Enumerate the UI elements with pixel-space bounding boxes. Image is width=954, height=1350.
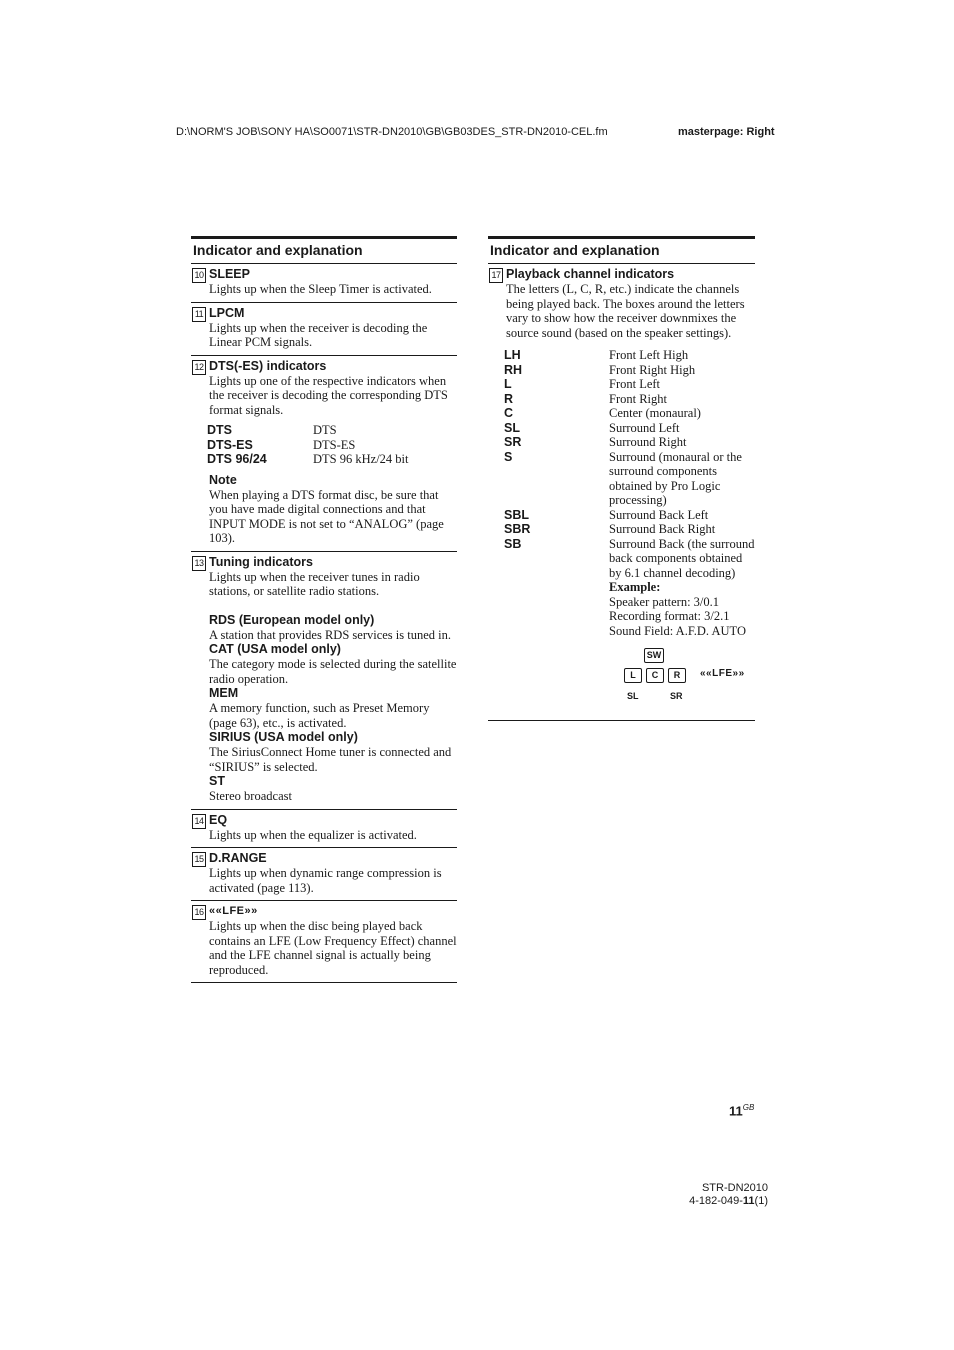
sirius-body: The SiriusConnect Home tuner is connected and “SIRIUS” is selected.	[209, 745, 452, 774]
table-row: S Surround (monaural or the surround components obtained by Pro Logic processing)	[504, 449, 742, 507]
table-row: C Center (monaural)	[504, 406, 701, 420]
right-column	[488, 236, 755, 721]
item-number: 13	[192, 556, 206, 571]
item-number: 17	[489, 268, 503, 283]
note-body: When playing a DTS format disc, be sure that you have made digital connections and that INPUT MODE is not set to “ANALOG” (page 103).	[209, 487, 444, 545]
item-number: 12	[192, 360, 206, 375]
lfe-icon: ««LFE»»	[700, 668, 745, 679]
note-title: Note	[209, 472, 237, 487]
channel-display-example	[506, 646, 755, 712]
page-number: $11^{GB}$	[729, 1103, 755, 1119]
channel-table	[504, 348, 755, 638]
item-number: 16	[192, 905, 206, 920]
mem-title: MEM	[209, 686, 239, 700]
table-row: DTS DTS	[207, 423, 337, 437]
masterpage-label: masterpage: Right	[678, 126, 775, 138]
item-number: 10	[192, 268, 206, 283]
l-indicator: L	[624, 668, 642, 683]
entry-lfe	[191, 901, 457, 983]
table-row: R Front Right	[504, 391, 667, 406]
example-line: Sound Field: A.F.D. AUTO	[609, 623, 746, 638]
table-row: SL Surround Left	[504, 420, 680, 435]
table-row: SBL Surround Back Left	[504, 507, 709, 522]
r-indicator: R	[668, 668, 686, 683]
file-path: D:\NORM'S JOB\SONY HA\SO0071\STR-DN2010\GB\GB03DES_STR-DN2010-CEL.fm	[176, 126, 608, 138]
lfe-icon: ««LFE»»	[209, 905, 258, 917]
sw-indicator: SW	[644, 648, 664, 663]
entry-drange	[191, 848, 457, 901]
example-line: Recording format: 3/2.1	[609, 609, 730, 623]
table-row: DTS 96/24 DTS 96 kHz/24 bit	[207, 452, 409, 466]
dts-table	[207, 423, 408, 467]
entry-title: SLEEP	[209, 267, 250, 281]
entry-tuning	[191, 552, 457, 810]
entry-eq	[191, 810, 457, 849]
table-row: L Front Left	[504, 377, 661, 391]
table-row: LH Front Left High	[504, 348, 689, 362]
c-indicator: C	[646, 668, 664, 683]
cat-body: The category mode is selected during the satellite radio operation.	[209, 657, 457, 686]
entry-title: Tuning indicators	[209, 554, 313, 569]
item-number: 15	[192, 852, 206, 867]
entry-title: EQ	[209, 812, 228, 827]
rds-body: A station that provides RDS services is tuned in.	[209, 627, 451, 642]
entry-title: DTS(-ES) indicators	[209, 358, 327, 373]
entry-dts	[191, 356, 457, 552]
table-row: SBR Surround Back Right	[504, 522, 716, 536]
st-body: Stereo broadcast	[209, 789, 292, 803]
st-title: ST	[209, 774, 225, 788]
right-column-title: Indicator and explanation	[488, 236, 755, 264]
table-row: SR Surround Right	[504, 435, 687, 449]
model-name: STR-DN2010	[701, 1182, 768, 1194]
item-number: 14	[192, 814, 206, 829]
table-row: DTS-ES DTS-ES	[207, 437, 356, 452]
entry-body: Lights up when the disc being played back contains an LFE (Low Frequency Effect) channel and the LFE channel signal is actually being reproduced.	[209, 919, 457, 977]
entry-body: Lights up one of the respective indicators when the receiver is decoding the corresponding DTS format signals.	[209, 373, 448, 417]
item-number: 11	[192, 307, 206, 322]
left-column-title: Indicator and explanation	[191, 236, 457, 264]
entry-body: Lights up when the Sleep Timer is activated.	[209, 282, 432, 296]
cat-title: CAT (USA model only)	[209, 642, 341, 656]
example-title: Example:	[609, 580, 661, 594]
footer-code	[686, 1182, 768, 1208]
sr-indicator: SR	[670, 691, 683, 701]
entry-body: The letters (L, C, R, etc.) indicate the channels being played back. The boxes around the letters vary to show how the receiver downmixes the source sound (based on the speaker settings).	[506, 282, 745, 340]
table-row: RH Front Right High	[504, 362, 696, 377]
entry-body: Lights up when the equalizer is activated.	[209, 827, 417, 842]
entry-lpcm	[191, 303, 457, 356]
entry-title: LPCM	[209, 305, 245, 320]
entry-sleep	[191, 264, 457, 303]
example-row	[504, 580, 755, 638]
entry-title: D.RANGE	[209, 851, 267, 865]
sl-indicator: SL	[627, 691, 639, 701]
table-row: SB Surround Back (the surround back components obtained by 6.1 channel decoding)	[504, 536, 755, 580]
example-line: Speaker pattern: 3/0.1	[609, 594, 720, 609]
entry-body: Lights up when dynamic range compression is activated (page 113).	[209, 866, 442, 895]
entry-playback-channels	[488, 264, 755, 721]
entry-body: Lights up when the receiver is decoding the Linear PCM signals.	[209, 320, 428, 349]
sirius-title: SIRIUS (USA model only)	[209, 730, 358, 744]
rds-title: RDS (European model only)	[209, 612, 375, 627]
entry-body: Lights up when the receiver tunes in radio stations, or satellite radio stations.	[209, 569, 420, 598]
part-number: 4-182-049-11(1)	[689, 1195, 768, 1207]
mem-body: A memory function, such as Preset Memory (page 63), etc., is activated.	[209, 701, 430, 730]
left-column	[191, 236, 457, 983]
entry-title: Playback channel indicators	[506, 267, 675, 281]
